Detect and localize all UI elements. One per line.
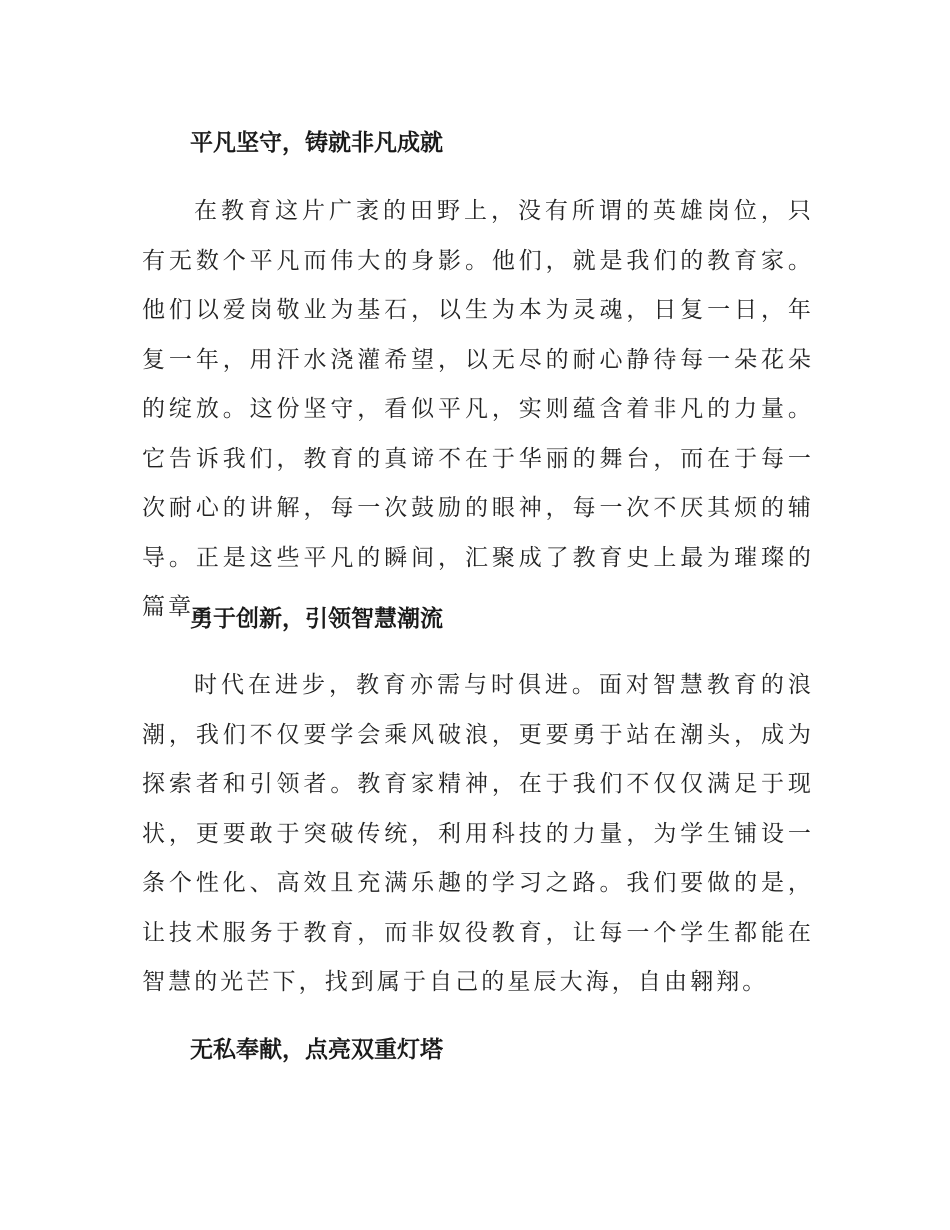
section-2-paragraph: 时代在进步，教育亦需与时俱进。面对智慧教育的浪潮，我们不仅要学会乘风破浪，更要勇于站在潮头，成为探索者和引领者。教育家精神，在于我们不仅仅满足于现状，更要敢于突破传统，利用科技的力量，为学生铺设一条个性化、高效且充满乐趣的学习之路。我们要做的是，让技术服务于教育，而非奴役教育，让每一个学生都能在智慧的光芒下，找到属于自己的星辰大海，自由翱翔。 (142, 672, 814, 995)
section-2-heading: 勇于创新，引领智慧潮流 (190, 606, 443, 632)
section-3-heading: 无私奉献，点亮双重灯塔 (190, 1037, 443, 1063)
section-1-heading: 平凡坚守，铸就非凡成就 (190, 130, 443, 156)
section-1-paragraph: 在教育这片广袤的田野上，没有所谓的英雄岗位，只有无数个平凡而伟大的身影。他们，就是我们的教育家。他们以爱岗敬业为基石，以生为本为灵魂，日复一日，年复一年，用汗水浇灌希望，以无尽的耐心静待每一朵花朵的绽放。这份坚守，看似平凡，实则蕴含着非凡的力量。它告诉我们，教育的真谛不在于华丽的舞台，而在于每一次耐心的讲解，每一次鼓励的眼神，每一次不厌其烦的辅导。正是这些平凡的瞬间，汇聚成了教育史上最为璀璨的篇章。 (142, 198, 814, 620)
